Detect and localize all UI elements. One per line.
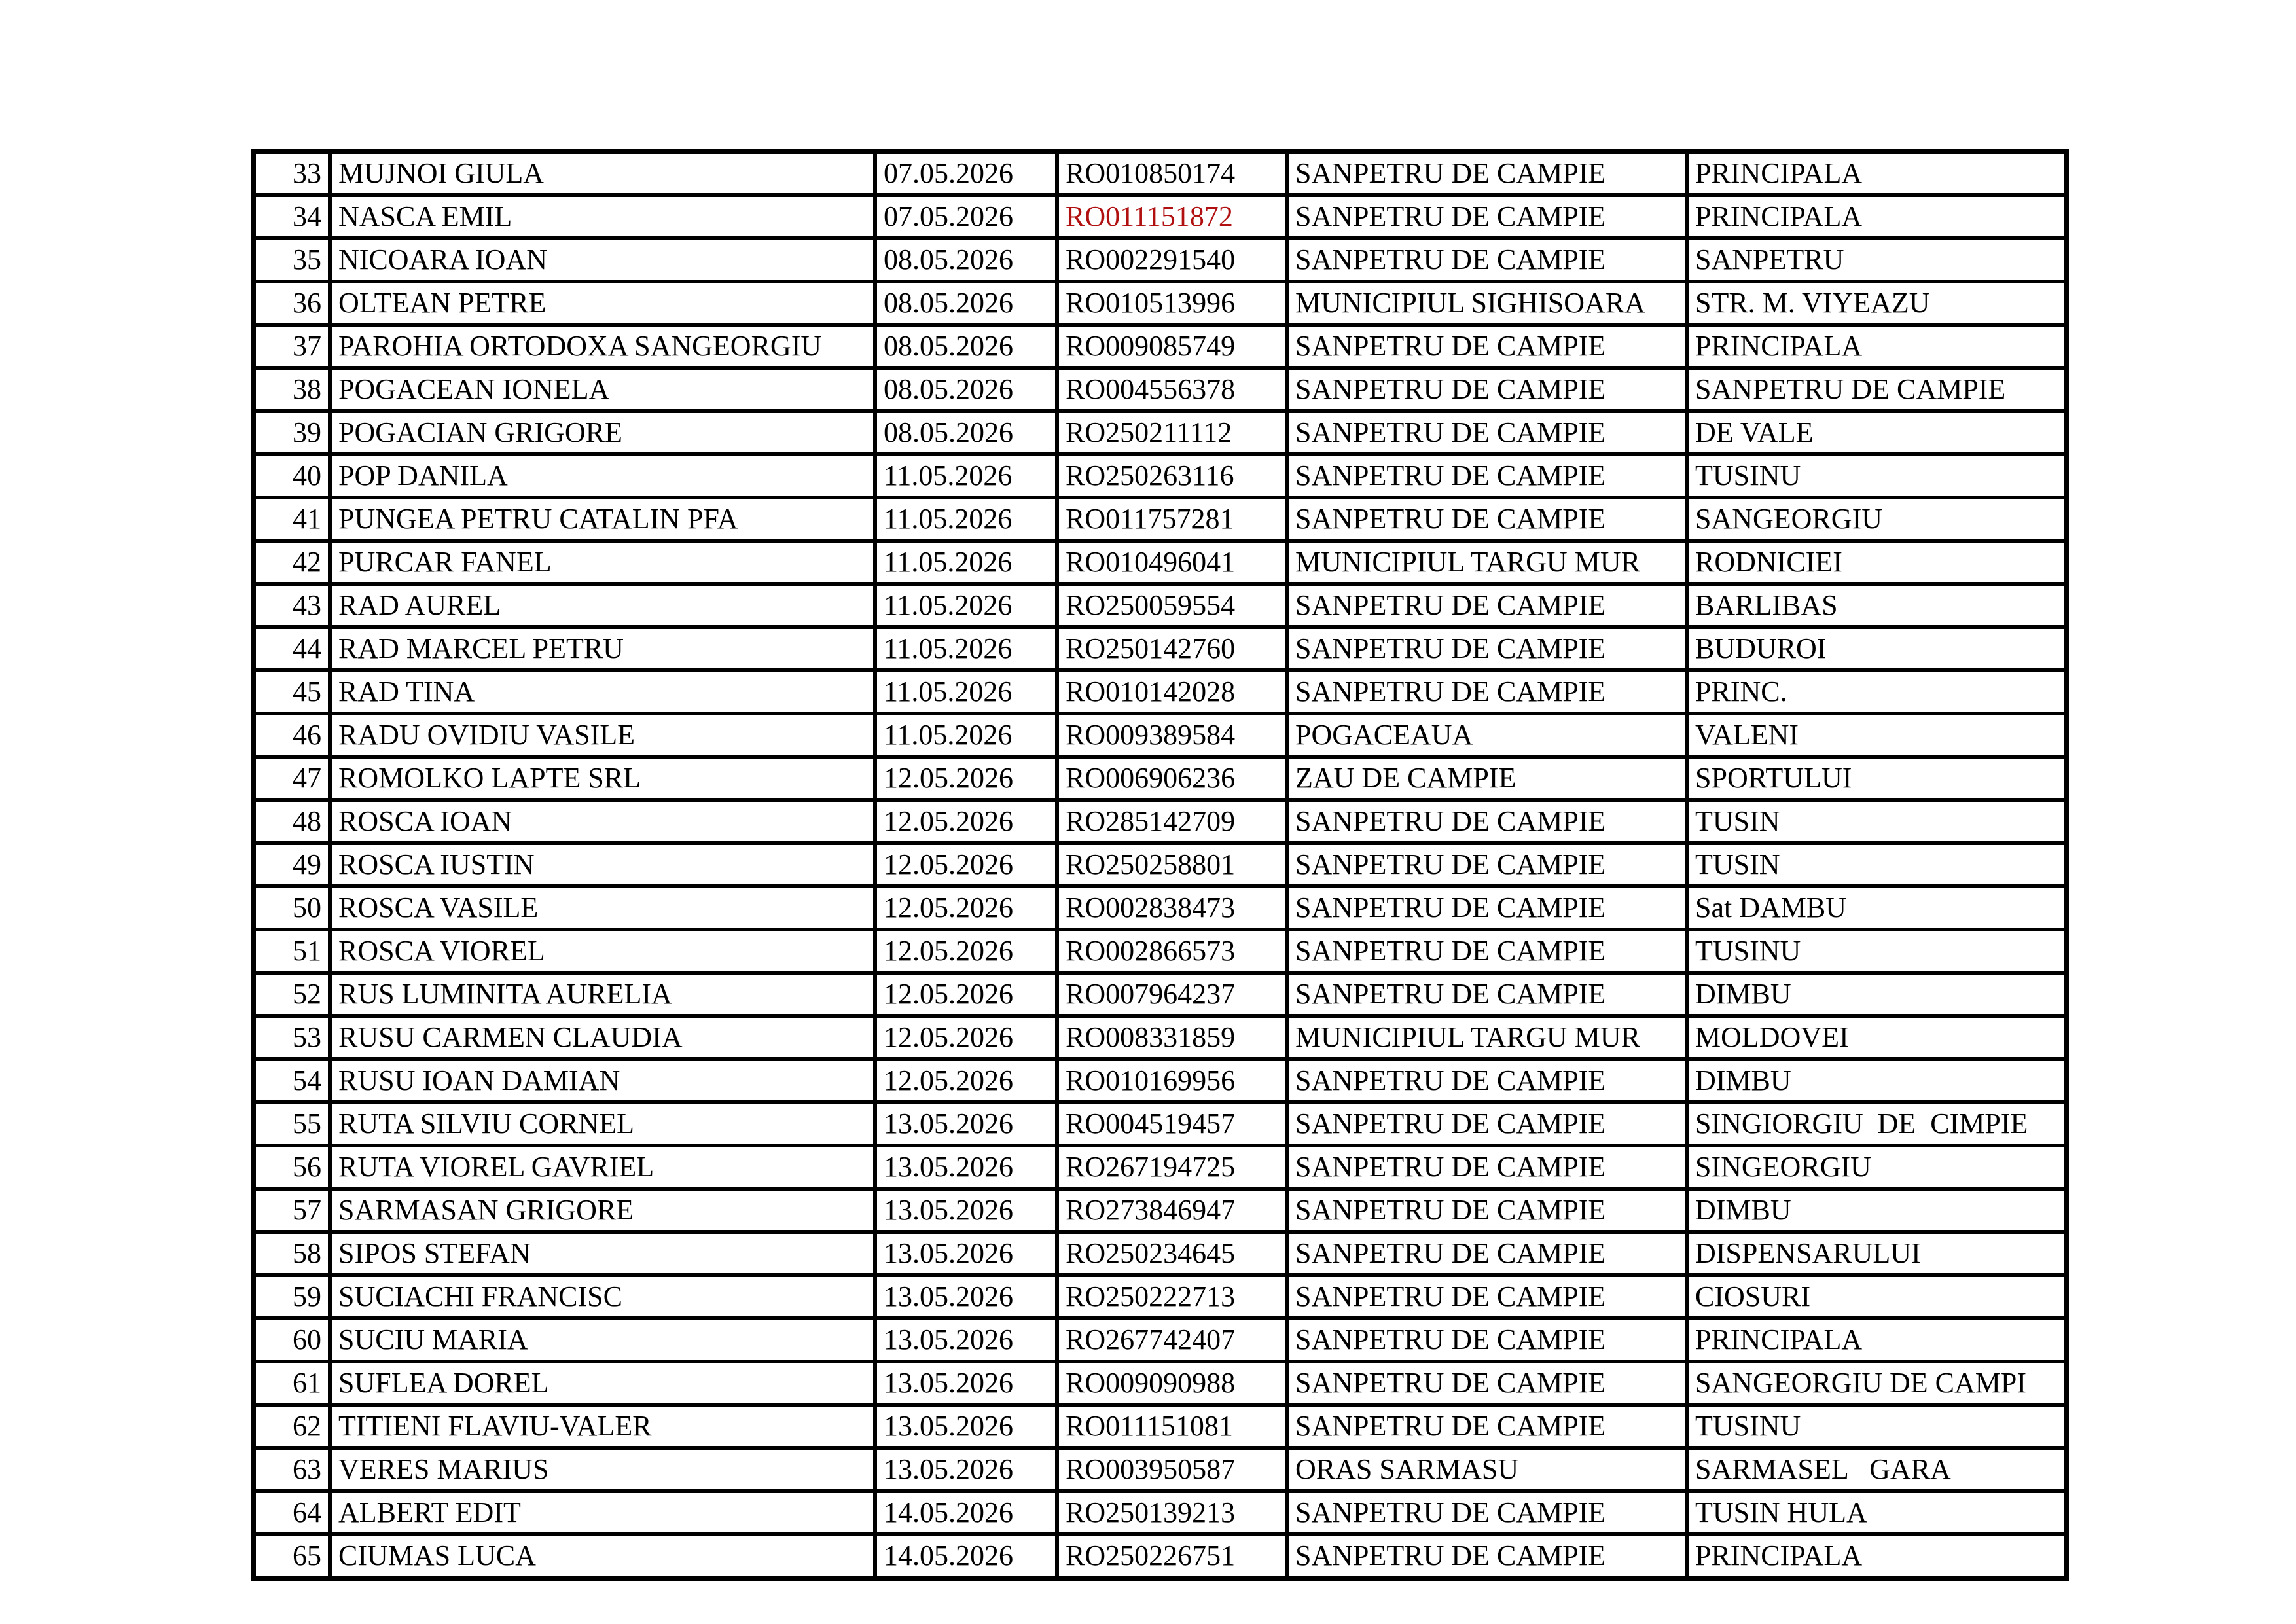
date-cell: 11.05.2026 xyxy=(875,584,1057,627)
table-row xyxy=(253,1059,2066,1102)
street-cell: SANPETRU xyxy=(1687,238,2066,281)
table-row xyxy=(253,497,2066,541)
street-cell: TUSIN xyxy=(1687,800,2066,843)
table-row xyxy=(253,1189,2066,1232)
name-cell: NICOARA IOAN xyxy=(330,238,875,281)
name-cell: ROSCA VIOREL xyxy=(330,929,875,973)
name-cell: RUSU CARMEN CLAUDIA xyxy=(330,1016,875,1059)
street-cell: PRINCIPALA xyxy=(1687,195,2066,238)
code-cell: RO250142760 xyxy=(1057,627,1287,670)
code-cell: RO250258801 xyxy=(1057,843,1287,886)
date-cell: 07.05.2026 xyxy=(875,195,1057,238)
num-cell: 50 xyxy=(253,886,330,929)
table-row xyxy=(253,1146,2066,1189)
date-cell: 13.05.2026 xyxy=(875,1362,1057,1405)
code-cell: RO008331859 xyxy=(1057,1016,1287,1059)
street-cell: CIOSURI xyxy=(1687,1275,2066,1318)
table-row xyxy=(253,151,2066,195)
city-cell: SANPETRU DE CAMPIE xyxy=(1287,1405,1687,1448)
date-cell: 13.05.2026 xyxy=(875,1146,1057,1189)
table-body xyxy=(253,151,2066,1578)
name-cell: POP DANILA xyxy=(330,454,875,497)
table-row xyxy=(253,670,2066,713)
code-cell-highlighted: RO011151872 xyxy=(1057,195,1287,238)
table-row xyxy=(253,541,2066,584)
street-cell: SANPETRU DE CAMPIE xyxy=(1687,368,2066,411)
table-row xyxy=(253,627,2066,670)
code-cell: RO250234645 xyxy=(1057,1232,1287,1275)
code-cell: RO003950587 xyxy=(1057,1448,1287,1491)
name-cell: VERES MARIUS xyxy=(330,1448,875,1491)
street-cell: TUSINU xyxy=(1687,454,2066,497)
name-cell: ROMOLKO LAPTE SRL xyxy=(330,757,875,800)
street-cell: DISPENSARULUI xyxy=(1687,1232,2066,1275)
name-cell: MUJNOI GIULA xyxy=(330,151,875,195)
table-row xyxy=(253,1275,2066,1318)
name-cell: SIPOS STEFAN xyxy=(330,1232,875,1275)
table-row xyxy=(253,325,2066,368)
city-cell: SANPETRU DE CAMPIE xyxy=(1287,929,1687,973)
num-cell: 38 xyxy=(253,368,330,411)
street-cell: PRINC. xyxy=(1687,670,2066,713)
date-cell: 12.05.2026 xyxy=(875,843,1057,886)
name-cell: PAROHIA ORTODOXA SANGEORGIU xyxy=(330,325,875,368)
city-cell: SANPETRU DE CAMPIE xyxy=(1287,238,1687,281)
city-cell: SANPETRU DE CAMPIE xyxy=(1287,1362,1687,1405)
street-cell: TUSINU xyxy=(1687,1405,2066,1448)
name-cell: RUTA VIOREL GAVRIEL xyxy=(330,1146,875,1189)
city-cell: SANPETRU DE CAMPIE xyxy=(1287,886,1687,929)
num-cell: 48 xyxy=(253,800,330,843)
street-cell: SPORTULUI xyxy=(1687,757,2066,800)
code-cell: RO004556378 xyxy=(1057,368,1287,411)
num-cell: 36 xyxy=(253,281,330,325)
date-cell: 14.05.2026 xyxy=(875,1491,1057,1534)
street-cell: PRINCIPALA xyxy=(1687,325,2066,368)
num-cell: 63 xyxy=(253,1448,330,1491)
table-row xyxy=(253,843,2066,886)
num-cell: 64 xyxy=(253,1491,330,1534)
city-cell: SANPETRU DE CAMPIE xyxy=(1287,325,1687,368)
num-cell: 33 xyxy=(253,151,330,195)
city-cell: SANPETRU DE CAMPIE xyxy=(1287,1491,1687,1534)
street-cell: DE VALE xyxy=(1687,411,2066,454)
table-row xyxy=(253,1232,2066,1275)
num-cell: 40 xyxy=(253,454,330,497)
code-cell: RO010496041 xyxy=(1057,541,1287,584)
street-cell: SANGEORGIU DE CAMPI xyxy=(1687,1362,2066,1405)
name-cell: RAD MARCEL PETRU xyxy=(330,627,875,670)
name-cell: TITIENI FLAVIU-VALER xyxy=(330,1405,875,1448)
date-cell: 11.05.2026 xyxy=(875,541,1057,584)
street-cell: BARLIBAS xyxy=(1687,584,2066,627)
code-cell: RO250211112 xyxy=(1057,411,1287,454)
name-cell: PURCAR FANEL xyxy=(330,541,875,584)
street-cell: RODNICIEI xyxy=(1687,541,2066,584)
street-cell: Sat DAMBU xyxy=(1687,886,2066,929)
code-cell: RO009085749 xyxy=(1057,325,1287,368)
date-cell: 08.05.2026 xyxy=(875,325,1057,368)
num-cell: 53 xyxy=(253,1016,330,1059)
table-row xyxy=(253,411,2066,454)
code-cell: RO009090988 xyxy=(1057,1362,1287,1405)
code-cell: RO010850174 xyxy=(1057,151,1287,195)
num-cell: 42 xyxy=(253,541,330,584)
num-cell: 62 xyxy=(253,1405,330,1448)
table-row xyxy=(253,929,2066,973)
table-row xyxy=(253,886,2066,929)
date-cell: 12.05.2026 xyxy=(875,973,1057,1016)
city-cell: SANPETRU DE CAMPIE xyxy=(1287,1534,1687,1578)
num-cell: 55 xyxy=(253,1102,330,1146)
num-cell: 44 xyxy=(253,627,330,670)
city-cell: SANPETRU DE CAMPIE xyxy=(1287,670,1687,713)
name-cell: CIUMAS LUCA xyxy=(330,1534,875,1578)
city-cell: ZAU DE CAMPIE xyxy=(1287,757,1687,800)
date-cell: 11.05.2026 xyxy=(875,670,1057,713)
table-row xyxy=(253,238,2066,281)
city-cell: MUNICIPIUL TARGU MUR xyxy=(1287,541,1687,584)
street-cell: DIMBU xyxy=(1687,1189,2066,1232)
street-cell: DIMBU xyxy=(1687,973,2066,1016)
date-cell: 08.05.2026 xyxy=(875,238,1057,281)
table-row xyxy=(253,584,2066,627)
code-cell: RO267742407 xyxy=(1057,1318,1287,1362)
table-row xyxy=(253,800,2066,843)
date-cell: 12.05.2026 xyxy=(875,886,1057,929)
date-cell: 13.05.2026 xyxy=(875,1405,1057,1448)
num-cell: 37 xyxy=(253,325,330,368)
code-cell: RO250139213 xyxy=(1057,1491,1287,1534)
code-cell: RO007964237 xyxy=(1057,973,1287,1016)
city-cell: ORAS SARMASU xyxy=(1287,1448,1687,1491)
num-cell: 65 xyxy=(253,1534,330,1578)
date-cell: 08.05.2026 xyxy=(875,368,1057,411)
table-row xyxy=(253,368,2066,411)
code-cell: RO011757281 xyxy=(1057,497,1287,541)
code-cell: RO002866573 xyxy=(1057,929,1287,973)
code-cell: RO267194725 xyxy=(1057,1146,1287,1189)
num-cell: 43 xyxy=(253,584,330,627)
street-cell: SINGEORGIU xyxy=(1687,1146,2066,1189)
city-cell: SANPETRU DE CAMPIE xyxy=(1287,454,1687,497)
street-cell: BUDUROI xyxy=(1687,627,2066,670)
date-cell: 08.05.2026 xyxy=(875,411,1057,454)
code-cell: RO004519457 xyxy=(1057,1102,1287,1146)
table-row xyxy=(253,281,2066,325)
city-cell: POGACEAUA xyxy=(1287,713,1687,757)
num-cell: 35 xyxy=(253,238,330,281)
date-cell: 13.05.2026 xyxy=(875,1318,1057,1362)
date-cell: 12.05.2026 xyxy=(875,1016,1057,1059)
street-cell: SANGEORGIU xyxy=(1687,497,2066,541)
code-cell: RO250226751 xyxy=(1057,1534,1287,1578)
code-cell: RO250263116 xyxy=(1057,454,1287,497)
num-cell: 46 xyxy=(253,713,330,757)
name-cell: ROSCA IOAN xyxy=(330,800,875,843)
street-cell: PRINCIPALA xyxy=(1687,151,2066,195)
city-cell: SANPETRU DE CAMPIE xyxy=(1287,584,1687,627)
street-cell: MOLDOVEI xyxy=(1687,1016,2066,1059)
street-cell: TUSINU xyxy=(1687,929,2066,973)
code-cell: RO010142028 xyxy=(1057,670,1287,713)
num-cell: 54 xyxy=(253,1059,330,1102)
city-cell: SANPETRU DE CAMPIE xyxy=(1287,151,1687,195)
code-cell: RO250059554 xyxy=(1057,584,1287,627)
name-cell: RUTA SILVIU CORNEL xyxy=(330,1102,875,1146)
date-cell: 13.05.2026 xyxy=(875,1275,1057,1318)
street-cell: SARMASEL GARA xyxy=(1687,1448,2066,1491)
name-cell: RAD TINA xyxy=(330,670,875,713)
date-cell: 13.05.2026 xyxy=(875,1448,1057,1491)
code-cell: RO285142709 xyxy=(1057,800,1287,843)
date-cell: 11.05.2026 xyxy=(875,713,1057,757)
num-cell: 56 xyxy=(253,1146,330,1189)
date-cell: 13.05.2026 xyxy=(875,1189,1057,1232)
city-cell: SANPETRU DE CAMPIE xyxy=(1287,800,1687,843)
street-cell: VALENI xyxy=(1687,713,2066,757)
date-cell: 13.05.2026 xyxy=(875,1102,1057,1146)
city-cell: SANPETRU DE CAMPIE xyxy=(1287,627,1687,670)
name-cell: RAD AUREL xyxy=(330,584,875,627)
num-cell: 60 xyxy=(253,1318,330,1362)
name-cell: RUSU IOAN DAMIAN xyxy=(330,1059,875,1102)
name-cell: SUFLEA DOREL xyxy=(330,1362,875,1405)
name-cell: RADU OVIDIU VASILE xyxy=(330,713,875,757)
date-cell: 12.05.2026 xyxy=(875,800,1057,843)
date-cell: 11.05.2026 xyxy=(875,454,1057,497)
num-cell: 58 xyxy=(253,1232,330,1275)
name-cell: SUCIACHI FRANCISC xyxy=(330,1275,875,1318)
name-cell: OLTEAN PETRE xyxy=(330,281,875,325)
street-cell: DIMBU xyxy=(1687,1059,2066,1102)
city-cell: SANPETRU DE CAMPIE xyxy=(1287,1318,1687,1362)
code-cell: RO010513996 xyxy=(1057,281,1287,325)
name-cell: POGACEAN IONELA xyxy=(330,368,875,411)
street-cell: SINGIORGIU DE CIMPIE xyxy=(1687,1102,2066,1146)
city-cell: SANPETRU DE CAMPIE xyxy=(1287,1059,1687,1102)
num-cell: 57 xyxy=(253,1189,330,1232)
num-cell: 59 xyxy=(253,1275,330,1318)
street-cell: STR. M. VIYEAZU xyxy=(1687,281,2066,325)
city-cell: SANPETRU DE CAMPIE xyxy=(1287,497,1687,541)
date-cell: 13.05.2026 xyxy=(875,1232,1057,1275)
city-cell: SANPETRU DE CAMPIE xyxy=(1287,843,1687,886)
name-cell: POGACIAN GRIGORE xyxy=(330,411,875,454)
code-cell: RO011151081 xyxy=(1057,1405,1287,1448)
name-cell: ROSCA IUSTIN xyxy=(330,843,875,886)
city-cell: SANPETRU DE CAMPIE xyxy=(1287,1275,1687,1318)
code-cell: RO010169956 xyxy=(1057,1059,1287,1102)
table-row xyxy=(253,1016,2066,1059)
num-cell: 41 xyxy=(253,497,330,541)
table-row xyxy=(253,973,2066,1016)
city-cell: SANPETRU DE CAMPIE xyxy=(1287,368,1687,411)
table-row xyxy=(253,1102,2066,1146)
city-cell: SANPETRU DE CAMPIE xyxy=(1287,195,1687,238)
code-cell: RO002838473 xyxy=(1057,886,1287,929)
date-cell: 08.05.2026 xyxy=(875,281,1057,325)
city-cell: MUNICIPIUL TARGU MUR xyxy=(1287,1016,1687,1059)
city-cell: SANPETRU DE CAMPIE xyxy=(1287,1102,1687,1146)
street-cell: PRINCIPALA xyxy=(1687,1318,2066,1362)
city-cell: SANPETRU DE CAMPIE xyxy=(1287,1232,1687,1275)
registry-table-container xyxy=(251,149,2069,1581)
street-cell: PRINCIPALA xyxy=(1687,1534,2066,1578)
num-cell: 49 xyxy=(253,843,330,886)
num-cell: 34 xyxy=(253,195,330,238)
date-cell: 12.05.2026 xyxy=(875,1059,1057,1102)
name-cell: ALBERT EDIT xyxy=(330,1491,875,1534)
city-cell: SANPETRU DE CAMPIE xyxy=(1287,1146,1687,1189)
table-row xyxy=(253,1405,2066,1448)
num-cell: 52 xyxy=(253,973,330,1016)
name-cell: RUS LUMINITA AURELIA xyxy=(330,973,875,1016)
city-cell: SANPETRU DE CAMPIE xyxy=(1287,1189,1687,1232)
street-cell: TUSIN HULA xyxy=(1687,1491,2066,1534)
city-cell: SANPETRU DE CAMPIE xyxy=(1287,973,1687,1016)
table-row xyxy=(253,454,2066,497)
table-row xyxy=(253,1448,2066,1491)
name-cell: PUNGEA PETRU CATALIN PFA xyxy=(330,497,875,541)
date-cell: 07.05.2026 xyxy=(875,151,1057,195)
table-row xyxy=(253,1318,2066,1362)
name-cell: NASCA EMIL xyxy=(330,195,875,238)
name-cell: SUCIU MARIA xyxy=(330,1318,875,1362)
code-cell: RO250222713 xyxy=(1057,1275,1287,1318)
table-row xyxy=(253,1534,2066,1578)
num-cell: 61 xyxy=(253,1362,330,1405)
code-cell: RO002291540 xyxy=(1057,238,1287,281)
code-cell: RO273846947 xyxy=(1057,1189,1287,1232)
date-cell: 11.05.2026 xyxy=(875,627,1057,670)
num-cell: 39 xyxy=(253,411,330,454)
name-cell: SARMASAN GRIGORE xyxy=(330,1189,875,1232)
registry-table xyxy=(251,149,2069,1581)
num-cell: 45 xyxy=(253,670,330,713)
code-cell: RO009389584 xyxy=(1057,713,1287,757)
date-cell: 12.05.2026 xyxy=(875,929,1057,973)
name-cell: ROSCA VASILE xyxy=(330,886,875,929)
code-cell: RO006906236 xyxy=(1057,757,1287,800)
city-cell: MUNICIPIUL SIGHISOARA xyxy=(1287,281,1687,325)
table-row xyxy=(253,1491,2066,1534)
street-cell: TUSIN xyxy=(1687,843,2066,886)
num-cell: 47 xyxy=(253,757,330,800)
num-cell: 51 xyxy=(253,929,330,973)
city-cell: SANPETRU DE CAMPIE xyxy=(1287,411,1687,454)
table-row xyxy=(253,713,2066,757)
date-cell: 12.05.2026 xyxy=(875,757,1057,800)
table-row xyxy=(253,195,2066,238)
table-row xyxy=(253,757,2066,800)
table-row xyxy=(253,1362,2066,1405)
date-cell: 11.05.2026 xyxy=(875,497,1057,541)
date-cell: 14.05.2026 xyxy=(875,1534,1057,1578)
